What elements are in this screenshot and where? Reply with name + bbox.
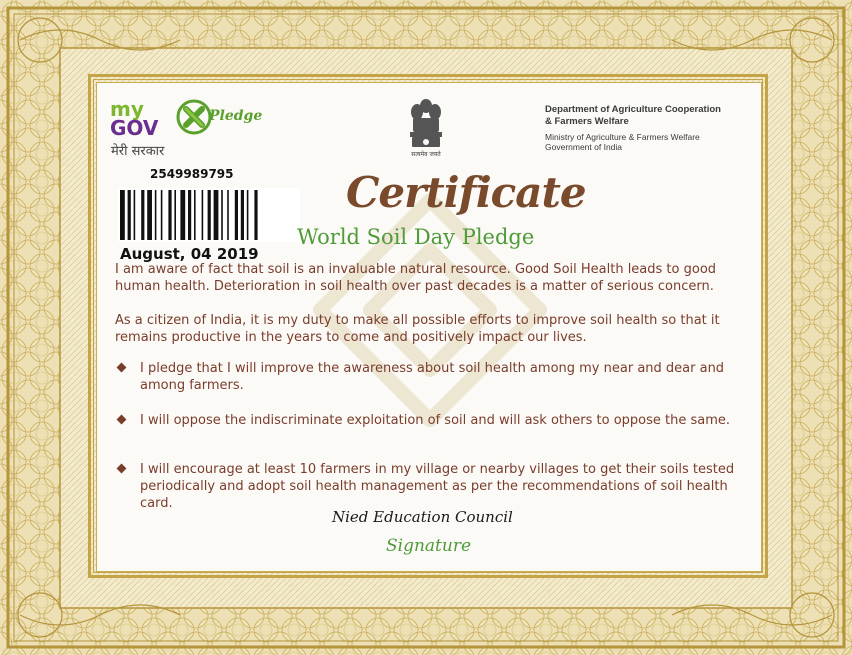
department-line-1: Department of Agriculture Cooperation	[545, 104, 721, 115]
department-line-2: & Farmers Welfare	[545, 116, 629, 127]
paragraph-2: As a citizen of India, it is my duty to make all possible efforts to improve soil health so that it remains productive in the years to come and positively impact our lives.	[115, 313, 720, 345]
issue-date: August, 04 2019	[120, 245, 259, 263]
pledge-logo-icon	[176, 99, 212, 135]
signature-label: Signature	[386, 536, 472, 556]
ministry-name	[545, 132, 755, 152]
pledge-item-text: I will oppose the indiscriminate exploitation of soil and will ask others to oppose the same.	[140, 413, 731, 428]
pledge-item	[118, 412, 760, 429]
pledge-item	[118, 360, 760, 394]
mygov-logo-hindi: मेरी सरकार	[111, 144, 165, 159]
mygov-logo-gov: GOV	[110, 116, 159, 140]
pledge-preamble	[115, 261, 755, 346]
pledge-item-text: I will encourage at least 10 farmers in my village or nearby villages to get their soils tested periodically and adopt soil health management as per the recommendations of soil health card.	[140, 462, 735, 511]
diamond-bullet-icon	[117, 363, 127, 373]
mygov-logo-my: my	[110, 97, 144, 121]
pledge-logo-text: Pledge	[209, 108, 263, 124]
ministry-line-2: Government of India	[545, 142, 623, 152]
serial-number: 2549989795	[150, 167, 234, 181]
paragraph-1: I am aware of fact that soil is an invaluable natural resource. Good Soil Health leads to good human health. Deterioration in soil health over past decades is a matter of serious concern.	[115, 262, 717, 294]
ministry-line-1: Ministry of Agriculture & Farmers Welfare	[545, 132, 700, 142]
pledge-item-text: I pledge that I will improve the awareness about soil health among my near and dear and among farmers.	[140, 361, 725, 393]
department-name	[545, 104, 755, 128]
mygov-logo	[110, 97, 159, 140]
issuer-name: Nied Education Council	[332, 508, 513, 526]
emblem-caption: सत्यमेव जयते	[411, 151, 441, 158]
pledge-item	[118, 461, 760, 512]
diamond-bullet-icon	[117, 415, 127, 425]
barcode	[118, 188, 300, 242]
diamond-bullet-icon	[117, 464, 127, 474]
certificate-subtitle: World Soil Day Pledge	[297, 225, 535, 249]
certificate-title: Certificate	[346, 168, 586, 217]
